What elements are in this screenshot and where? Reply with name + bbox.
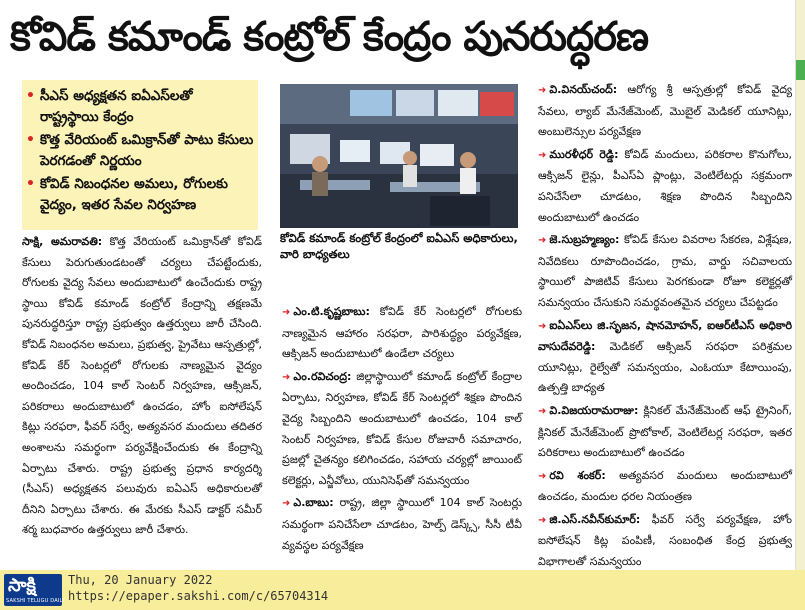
duty-item <box>282 493 522 556</box>
duty-item <box>538 401 792 464</box>
edition-date: Thu, 20 January 2022 <box>68 573 213 587</box>
photo-caption: కోవిడ్ కమాండ్ కంట్రోల్ కేంద్రంలో ఐఏఎస్ అధికారులు, వారి బాధ్యతలు <box>280 231 518 261</box>
arrow-icon: ➜ <box>538 405 547 417</box>
duty-item <box>282 367 522 492</box>
duty-item <box>538 316 792 399</box>
officer-duty: కోవిడ్ కేర్ సెంటర్లలో రోగులకు నాణ్యమైన ఆహారం సరఫరా, పారిశుద్ధ్యం పర్యవేక్షణ, ఆక్సిజన్ అందుబాటులో ఉండేలా చర్యలు <box>282 305 523 361</box>
highlight-item: • కొత్త వేరియంట్ ఒమిక్రాన్‌తో పాటు కేసులు పెరగడంతో నిర్ణయం <box>26 130 254 172</box>
officer-duty: కోవిడ్ కేసుల వివరాల సేకరణ, విశ్లేషణ, నివేదికలు రూపొందించడం, గ్రామ, వార్డు సచివాలయ స్థాయిలో పాజిటివ్ కేసులు పెరగకుండా రోజూ కలెక్టర్లతో సమన్వయం చేసుకుని సమర్థవంతమైన చర్యలు చేపట్టడం <box>538 233 792 309</box>
officer-name: జె.సుబ్రహ్మణ్యం: <box>549 233 620 247</box>
bullet-icon: • <box>26 88 35 104</box>
logo-subtitle: SAKSHI TELUGU DAILY <box>6 598 66 604</box>
officer-name: మురళీధర్ రెడ్డి: <box>549 147 619 161</box>
command-center-photo <box>280 84 518 228</box>
officer-name: ఐఏఎస్‌లు జి.సృజన, షానమోహన్, ఐఆర్‌టీఎస్ అధికారి వాసుదేవరెడ్డి: <box>538 318 792 354</box>
sakshi-logo[interactable] <box>4 574 66 606</box>
headline: కోవిడ్ కమాండ్ కంట్రోల్ కేంద్రం పునరుద్ధరణ <box>10 14 648 60</box>
arrow-icon: ➜ <box>282 498 291 510</box>
officer-duty: ఆరోగ్య శ్రీ ఆస్పత్రుల్లో కోవిడ్ వైద్య సేవలు, ల్యాబ్ మేనేజ్‌మెంట్, మొబైల్ మెడికల్ యూనిట్లు, అంబులెన్సుల పర్యవేక్షణ <box>538 83 792 139</box>
officer-duty: రాష్ట్ర, జిల్లా స్థాయిలో 104 కాల్ సెంటర్లు సమర్థంగా పనిచేసేలా చూడటం, హెల్ప్ డెస్క్స్, సీసీ టీవీ వ్యవస్థల పర్యవేక్షణ <box>282 496 522 552</box>
adjacent-article-marker <box>796 60 805 80</box>
highlight-item: • సీఎస్ అధ్యక్షతన ఐఏఎస్‌లతో రాష్ట్రస్థాయి కేంద్రం <box>26 86 254 128</box>
officer-name: ఎ.బాబు: <box>293 496 334 510</box>
bullet-icon: • <box>26 176 35 192</box>
arrow-icon: ➜ <box>538 470 547 482</box>
duty-item <box>282 302 522 365</box>
article-column-1 <box>22 232 262 543</box>
arrow-icon: ➜ <box>538 85 547 96</box>
officer-name: రవి శంకర్: <box>549 468 606 482</box>
officer-duty: క్లినికల్ మేనేజ్‌మెంట్ ఆఫ్ ట్రైనింగ్, క్లినికల్ మేనేజ్‌మెంట్ ప్రొటోకాల్, వెంటిలేటర్ల సరఫరా, ఇతర పరికరాలు అందుబాటులో ఉంచడం <box>538 403 792 460</box>
logo-name: సాక్షి <box>8 575 36 596</box>
article-column-3 <box>538 80 792 575</box>
footer-bar <box>0 570 805 610</box>
officer-duty: ఫీవర్ సర్వే పర్యవేక్షణ, హోం ఐసోలేషన్ కిట్ల పంపిణీ, సంబంధిత కేంద్ర ప్రభుత్వ విభాగాలతో సమన్వయం <box>538 512 792 569</box>
officer-name: వి.విజయరామరాజు: <box>549 403 639 417</box>
highlight-item: • కోవిడ్ నిబంధనల అమలు, రోగులకు వైద్యం, ఇతర సేవల నిర్వహణ <box>26 174 254 216</box>
officer-duty: కోవిడ్ మందులు, పరికరాల కొనుగోలు, ఆక్సిజన్ లైన్లు, పీఎస్ఏ ప్లాంట్లు, వెంటిలేటర్లు సక్రమంగా పనిచేసేలా చూడటం, శిక్షణ పొందిన సిబ్బందిని అందుబాటులో ఉంచడం <box>538 147 793 224</box>
lead-text: కొత్త వేరియంట్ ఒమిక్రాన్‌తో కోవిడ్ కేసులు పెరుగుతుండటంతో చర్యలు చేపట్టేందుకు, రోగులకు వైద్య సేవలు అందుబాటులో ఉంచేందుకు రాష్ట్ర స్థాయి కోవిడ్ కమాండ్ కంట్రోల్ కేంద్రాన్ని తక్షణమే పునరుద్ధరిస్తూ రాష్ట్ర ప్రభుత్వం ఉత్తర్వులు జారీ చేసింది. కోవిడ్ నిబంధనల అమలు, ప్రభుత్వ, ప్రైవేటు ఆస్పత్రుల్లో, కోవిడ్ కేర్ సెంటర్లలో రోగులకు నాణ్యమైన వైద్యం అందించడం, 104 కాల్ సెంటర్ నిర్వహణ, ఆక్సిజన్, పరికరాలు అందుబాటులో ఉంచడం, హోం ఐసోలేషన్ కిట్లు సరఫరా, ఫీవర్ సర్వే, అత్యవసర మందులు తదితర అంశాలను సమర్థంగా పర్యవేక్షించేందుకు ఈ కేంద్రాన్ని ఏర్పాటు చేశారు. రాష్ట్ర ప్రభుత్వ ప్రధాన కార్యదర్శి (సీఎస్) అధ్యక్షతన పలువురు ఐఏఎస్ అధికారులతో దీనిని ఏర్పాటు చేశారు. ఈ మేరకు సీఎస్ డాక్టర్ సమీర్ శర్మ బుధవారం ఉత్తర్వులు జారీ చేశారు. <box>22 235 262 537</box>
article-column-2 <box>282 302 522 558</box>
duty-item <box>538 466 792 508</box>
duty-item <box>538 145 792 228</box>
dateline: సాక్షి, అమరావతి: <box>22 235 103 248</box>
officer-duty: మెడికల్ ఆక్సిజన్ సరఫరా పరిశ్రమల యూనిట్లు, రైల్వేతో సమన్వయం, ఎంఓయూ కేటాయింపు, ఉత్పత్తి బాధ్యత <box>538 340 792 395</box>
arrow-icon: ➜ <box>538 514 547 526</box>
arrow-icon: ➜ <box>538 320 547 332</box>
officer-name: ఎం.టి.కృష్ణబాబు: <box>293 305 370 318</box>
arrow-icon: ➜ <box>282 371 291 383</box>
officer-duty: అత్యవసర మందులు అందుబాటులో ఉంచడం, మందుల ధరల నియంత్రణ <box>538 468 793 504</box>
highlight-box <box>22 80 258 230</box>
officer-duty: జిల్లాస్థాయిలో కమాండ్ కంట్రోల్ కేంద్రాల ఏర్పాటు, నిర్వహణ, కోవిడ్ కేర్ సెంటర్లలో శిక్షణ పొందిన వైద్య సిబ్బందిని అందుబాటులో ఉంచడం, 104 కాల్ సెంటర్ నిర్వహణ, కోవిడ్ కేసుల రోజువారీ సమాచారం, ప్రజల్లో చైతన్యం కలిగించడం, సహాయ చర్యల్లో జాయింట్ కలెక్టర్లు, ఎన్జీవోలు, యునిసెఫ్‌తో సమన్వయం <box>282 369 523 487</box>
duty-item <box>538 510 792 573</box>
bullet-icon: • <box>26 132 35 148</box>
officer-name: జి.ఎస్.నవీన్‌కుమార్: <box>549 512 641 526</box>
adjacent-article-strip <box>795 0 805 570</box>
arrow-icon: ➜ <box>538 235 547 247</box>
epaper-link[interactable]: https://epaper.sakshi.com/c/65704314 <box>68 589 329 603</box>
officer-name: వి.వినయ్‌చంద్: <box>549 83 618 96</box>
officer-name: ఎం.రవిచంద్ర: <box>293 369 352 383</box>
duty-item <box>538 80 792 143</box>
duty-item <box>538 230 792 313</box>
arrow-icon: ➜ <box>538 149 547 161</box>
arrow-icon: ➜ <box>282 307 291 318</box>
lead-paragraph <box>22 232 262 541</box>
